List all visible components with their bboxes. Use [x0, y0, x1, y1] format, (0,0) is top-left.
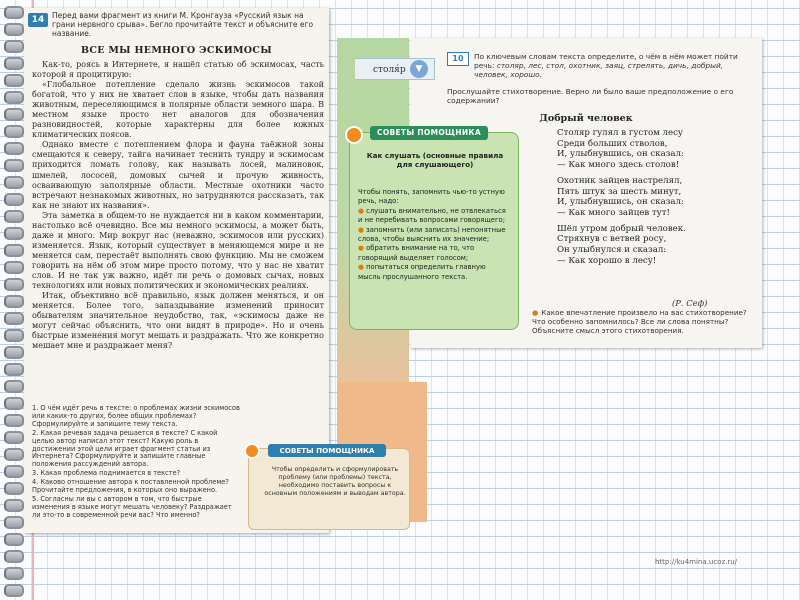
poem-text	[557, 128, 757, 271]
tips-header: СОВЕТЫ ПОМОЩНИКА	[268, 444, 386, 457]
article-paragraph: Однако вместе с потеплением флора и фауна таёжной зоны смещаются к северу, тайга начинает теснить тундру и эскимосам приходится ломать голову, как называть лосей, малиновок, шмелей, лососей, домовых сычей и прочую живность, осваивающую заполярные области. Местные охотники часто встречают незнакомых животных, но затрудняются рассказать, так как не знают их названия».	[32, 140, 324, 210]
exercise-10-task	[474, 52, 758, 80]
question-item: 4. Каково отношение автора к поставленной проблеме? Прочитайте предложения, в которых оно выражено.	[32, 478, 229, 495]
spiral-ring-icon	[4, 23, 24, 36]
problem-tips-text: Чтобы определить и сформулировать проблему (или проблемы) текста, необходимо поставить вопросы к основным положениям и выводам автора.	[264, 466, 406, 497]
spiral-ring-icon	[4, 159, 24, 172]
source-url: http://ku4mina.ucoz.ru/	[655, 558, 738, 566]
poem-title: Добрый человек	[539, 113, 633, 124]
poem-line: — Как хорошо в лесу!	[557, 255, 657, 266]
bullet-icon: ●	[532, 308, 539, 317]
exercise-10-listen-instruction: Прослушайте стихотворение. Верно ли было ваше предположение о его содержании?	[447, 87, 734, 106]
article-paragraph: «Глобальное потепление сделало жизнь эскимосов такой богатой, что у них не хватает слов в языке, чтобы дать названия животным, переселяющимся в полярные области земного шара. В местном языке просто нет аналогов для обозначения разновидностей, которые характерны для более южных климатических поясов.	[32, 80, 324, 140]
tips-intro: Чтобы понять, запомнить чью-то устную речь, надо:	[358, 188, 505, 206]
poem-line: Среди больших стволов,	[557, 138, 668, 149]
exercise-10-keywords: столяр, лес, стол, охотник, заяц, стрелять, дичь, добрый, человек, хорошо.	[474, 61, 724, 80]
question-item: 3. Какая проблема поднимается в тексте?	[32, 469, 181, 478]
tip-marker-icon	[345, 126, 363, 144]
poem-stanza	[557, 176, 757, 219]
spiral-ring-icon	[4, 193, 24, 206]
question-item: 1. О чём идёт речь в тексте: о проблемах жизни эскимосов или каких-то других, более общих проблемах? Сформулируйте и запишите тему текста.	[32, 404, 240, 428]
poem-author: (Р. Сеф)	[672, 298, 708, 308]
spiral-binding	[0, 0, 22, 600]
arrow-down-icon: ▼	[410, 60, 428, 78]
spiral-ring-icon	[4, 533, 24, 546]
exercise-10-task-text: По ключевым словам текста определите, о чём в нём может пойти речь:	[474, 52, 738, 71]
poem-line: Стряхнув с ветвей росу,	[557, 234, 667, 245]
spiral-ring-icon	[4, 448, 24, 461]
spiral-ring-icon	[4, 516, 24, 529]
spiral-ring-icon	[4, 465, 24, 478]
article-text	[32, 60, 324, 351]
spiral-ring-icon	[4, 125, 24, 138]
bullet-icon: ●	[358, 263, 367, 272]
spiral-ring-icon	[4, 346, 24, 359]
spiral-ring-icon	[4, 363, 24, 376]
spiral-ring-icon	[4, 584, 24, 597]
poem-question-text: Какое впечатление произвело на вас стихотворение? Что особенно запомнилось? Все ли слова понятны? Объясните смысл этого стихотворения.	[532, 308, 747, 335]
spiral-ring-icon	[4, 329, 24, 342]
spiral-ring-icon	[4, 567, 24, 580]
tips-item: ● попытаться определить главную мысль прослушанного текста.	[358, 263, 486, 281]
exercise-14-task: Перед вами фрагмент из книги М. Кронгауза «Русский язык на грани нервного срыва». Бегло прочитайте текст и объясните его название.	[52, 11, 314, 39]
exercise-number-14: 14	[28, 13, 48, 27]
poem-stanza	[557, 128, 757, 171]
spiral-ring-icon	[4, 74, 24, 87]
poem-line: Столяр гулял в густом лесу	[557, 128, 683, 138]
poem-line: Шёл утром добрый человек.	[557, 223, 686, 234]
spiral-ring-icon	[4, 91, 24, 104]
spiral-ring-icon	[4, 210, 24, 223]
tips-title: Как слушать (основные правила для слушающего)	[366, 151, 504, 169]
spiral-ring-icon	[4, 176, 24, 189]
tip-marker-icon	[244, 443, 260, 459]
spiral-ring-icon	[4, 312, 24, 325]
bullet-icon: ●	[358, 244, 367, 253]
spiral-ring-icon	[4, 6, 24, 19]
spiral-ring-icon	[4, 431, 24, 444]
spiral-ring-icon	[4, 142, 24, 155]
spiral-ring-icon	[4, 414, 24, 427]
spiral-ring-icon	[4, 261, 24, 274]
spiral-ring-icon	[4, 57, 24, 70]
question-item: 5. Согласны ли вы с автором в том, что быстрые изменения в языке могут мешать человеку? Раздражает ли это-то в современной речи вас? Что именно?	[32, 494, 232, 519]
poem-question	[532, 309, 756, 336]
poem-line: — Как много здесь столов!	[557, 160, 680, 171]
spiral-ring-icon	[4, 499, 24, 512]
bullet-icon: ●	[358, 206, 367, 215]
tips-item: ● обратить внимание на то, что говорящий выделяет голосом;	[358, 244, 475, 262]
poem-stanza	[557, 224, 757, 267]
spiral-ring-icon	[4, 295, 24, 308]
poem-line: И, улыбнувшись, он сказал:	[557, 197, 684, 208]
poem-line: Пять штук за шесть минут,	[557, 186, 682, 197]
tips-item: ● запомнить (или записать) непонятные слова, чтобы выяснить их значение;	[358, 225, 506, 244]
poem-line: — Как много зайцев тут!	[557, 207, 670, 218]
poem-line: Охотник зайцев настрелял,	[557, 175, 683, 186]
exercise-number-10: 10	[447, 52, 469, 66]
tips-body	[358, 188, 508, 282]
spiral-ring-icon	[4, 397, 24, 410]
article-paragraph: Эта заметка в общем-то не нуждается ни в каком комментарии, настолько всё очевидно. Все мы немного эскимосы, а может быть, даже и много. Мир вокруг нас (неважно, эскимосов или русских) изменяется. Язык, который существует в меняющемся мире и не меняется сам, перестаёт выполнять свою функцию. Мы не сможем говорить на нём об этом мире просто потому, что у нас не хватит слов. И не так уж важно, идёт ли речь о домовых сычах, новых технологиях или новых политических и экономических реалиях.	[32, 210, 324, 291]
bullet-icon: ●	[358, 225, 367, 234]
spiral-ring-icon	[4, 278, 24, 291]
tips-header: СОВЕТЫ ПОМОЩНИКА	[370, 126, 488, 140]
poem-line: И, улыбнувшись, он сказал:	[557, 149, 684, 160]
question-item: 2. Какая речевая задача решается в тексте? С какой целью автор написал этот текст? Какую роль в достижении этой цели играет фрагмент статьи из Интернета? Сформулируйте и запишите главные положения рассуждений автора.	[32, 428, 218, 469]
spiral-ring-icon	[4, 482, 24, 495]
vocabulary-word-tab: столя́р	[355, 58, 435, 80]
poem-line: Он улыбнулся и сказал:	[557, 245, 667, 256]
spiral-ring-icon	[4, 108, 24, 121]
article-paragraph: Итак, объективно всё правильно, язык должен меняться, и он меняется. Более того, запаздывание изменений приносит обывателям значительное неудобство, так, «эскимосы даже не могут сейчас объяснить, что они видят в природе». Но и очень быстрые изменения могут мешать и раздражать. Что же конкретно мешает мне и раздражает меня?	[32, 291, 324, 351]
article-intro: Как-то, роясь в Интернете, я нашёл статью об эскимосах, часть которой я процитирую:	[32, 60, 324, 80]
article-title: ВСЕ МЫ НЕМНОГО ЭСКИМОСЫ	[81, 45, 272, 56]
exercise-14-questions	[32, 405, 240, 521]
spiral-ring-icon	[4, 227, 24, 240]
spiral-ring-icon	[4, 40, 24, 53]
spiral-ring-icon	[4, 550, 24, 563]
tips-item: ● слушать внимательно, не отвлекаться и не перебивать вопросами говорящего;	[358, 206, 506, 225]
spiral-ring-icon	[4, 380, 24, 393]
spiral-ring-icon	[4, 244, 24, 257]
